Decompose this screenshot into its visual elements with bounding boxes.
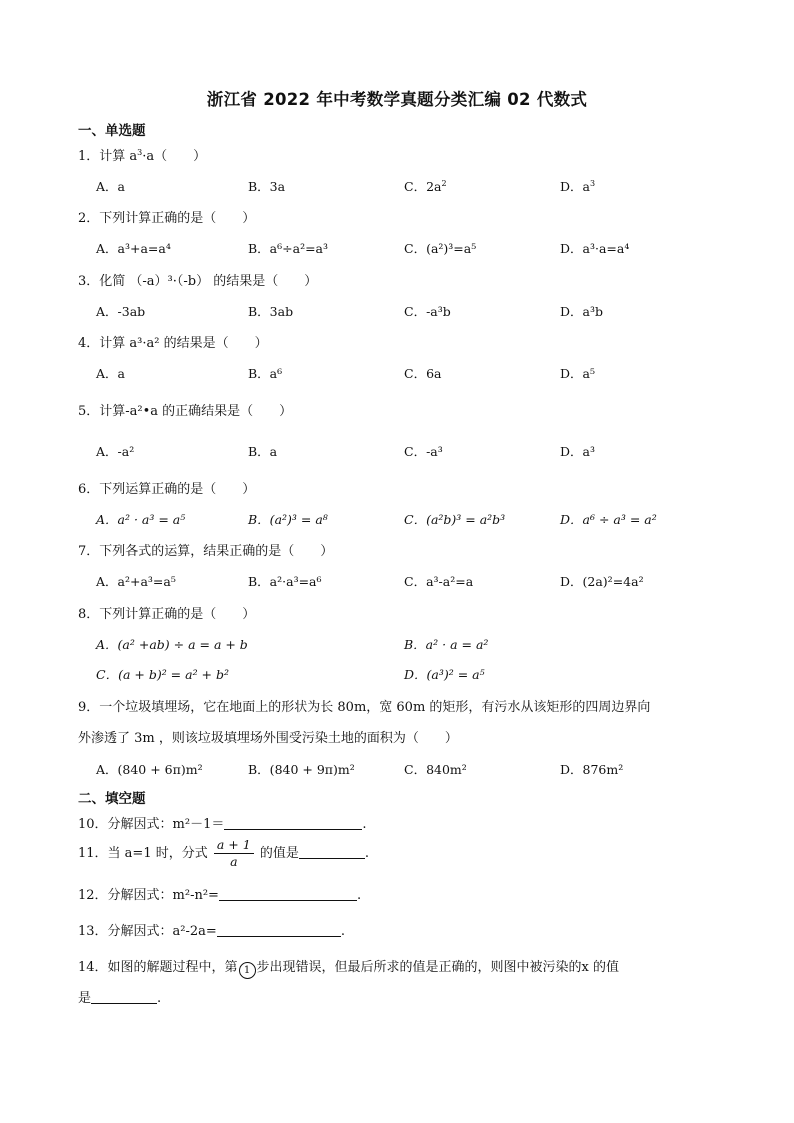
question-8-option-d[interactable]: D．(a³)² = a⁵: [404, 667, 485, 682]
question-1-option-d[interactable]: D．$a^3$: [560, 179, 596, 194]
question-9-option-b[interactable]: B．(840 + 9π)m²: [248, 762, 355, 777]
question-3-stem: 3．化简 （-a）³·（-b） 的结果是（ ）: [78, 274, 318, 289]
question-7-option-c[interactable]: C．a³-a²=a: [404, 574, 474, 589]
question-4-option-d[interactable]: D．a⁵: [560, 366, 595, 381]
question-2-option-a[interactable]: A．a³+a=a⁴: [96, 241, 171, 256]
question-8-option-b[interactable]: B．a² · a = a²: [404, 637, 489, 652]
question-5-stem: 5．计算-a²•a 的正确结果是（ ）: [78, 404, 293, 419]
question-4-stem: 4．计算 a³·a² 的结果是（ ）: [78, 336, 268, 351]
question-1-option-c[interactable]: C．$2a^2$: [404, 179, 447, 194]
question-7-option-b[interactable]: B．a²·a³=a⁶: [248, 574, 322, 589]
question-14-stem-line-2: 是 .: [78, 991, 162, 1006]
question-10-stem: 10．分解因式：m²－1＝: [78, 817, 225, 832]
question-4-option-b[interactable]: B．a⁶: [248, 366, 283, 381]
question-9-option-d[interactable]: D．876m²: [560, 762, 624, 777]
question-2-option-b[interactable]: B．a⁶÷a²=a³: [248, 241, 329, 256]
question-4-option-a[interactable]: A．a: [96, 366, 125, 381]
question-2-option-d[interactable]: D．a³·a=a⁴: [560, 241, 630, 256]
section-heading-fill-blank: 二、填空题: [78, 791, 146, 807]
question-5-option-d[interactable]: D．a³: [560, 444, 595, 459]
question-7-stem: 7．下列各式的运算，结果正确的是（ ）: [78, 544, 334, 559]
answer-blank[interactable]: [219, 887, 357, 901]
question-7-option-a[interactable]: A．a²+a³=a⁵: [96, 574, 176, 589]
question-5-option-b[interactable]: B．a: [248, 444, 278, 459]
question-5-option-c[interactable]: C．-a³: [404, 444, 443, 459]
question-9-stem-line-2: 外渗透了 3m ，则该垃圾填埋场外围受污染土地的面积为（ ）: [78, 731, 458, 746]
circled-number-1: 1: [239, 962, 256, 979]
question-3-option-a[interactable]: A．-3ab: [96, 304, 146, 319]
question-8-option-a[interactable]: A．(a² +ab) ÷ a = a + b: [96, 637, 248, 652]
question-9-stem-line-1: 9．一个垃圾填埋场，它在地面上的形状为长 80m，宽 60m 的矩形，有污水从该矩形的四周边界向: [78, 700, 651, 715]
question-9-option-c[interactable]: C．840m²: [404, 762, 467, 777]
question-10: 10．分解因式：m²－1＝ .: [78, 817, 367, 832]
question-2-option-c[interactable]: C．(a²)³=a⁵: [404, 241, 477, 256]
fraction: $\frac{a + 1}{a}$: [214, 838, 254, 869]
question-3-option-c[interactable]: C．-a³b: [404, 304, 451, 319]
question-6-option-c[interactable]: C．(a²b)³ = a²b³: [404, 512, 506, 527]
question-6-option-b[interactable]: B．(a²)³ = a⁸: [248, 512, 328, 527]
question-2-stem: 2．下列计算正确的是（ ）: [78, 211, 256, 226]
answer-blank[interactable]: [217, 923, 341, 937]
question-5-option-a[interactable]: A．-a²: [96, 444, 135, 459]
question-4-option-c[interactable]: C．6a: [404, 366, 442, 381]
question-1-option-b[interactable]: B．3a: [248, 179, 286, 194]
page-title: 浙江省 2022 年中考数学真题分类汇编 02 代数式: [206, 90, 588, 109]
question-1-option-a[interactable]: A．a: [96, 179, 125, 194]
question-9-option-a[interactable]: A．(840 + 6π)m²: [96, 762, 203, 777]
question-11: 11．当 a=1 时，分式 $\frac{a + 1}{a}$ 的值是 .: [78, 837, 369, 869]
answer-blank[interactable]: [91, 990, 157, 1004]
question-6-option-a[interactable]: A．a² · a³ = a⁵: [96, 512, 186, 527]
question-3-option-d[interactable]: D．a³b: [560, 304, 603, 319]
question-14-stem-line-1: 14．如图的解题过程中，第 1 步出现错误，但最后所求的值是正确的，则图中被污染的x 的值: [78, 956, 619, 979]
question-13: 13．分解因式：a²-2a= .: [78, 924, 345, 939]
question-3-option-b[interactable]: B．3ab: [248, 304, 294, 319]
question-1-stem: 1．计算 $a^3\cdot a$（ ）: [78, 148, 207, 164]
question-6-option-d[interactable]: D．a⁶ ÷ a³ = a²: [560, 512, 657, 527]
question-8-stem: 8．下列计算正确的是（ ）: [78, 607, 256, 622]
answer-blank[interactable]: [299, 845, 365, 859]
question-7-option-d[interactable]: D．(2a)²=4a²: [560, 574, 644, 589]
question-8-option-c[interactable]: C．(a + b)² = a² + b²: [96, 667, 230, 682]
section-heading-single-choice: 一、单选题: [78, 123, 146, 139]
answer-blank[interactable]: [224, 816, 362, 830]
question-12: 12．分解因式：m²-n²= .: [78, 888, 362, 903]
question-6-stem: 6．下列运算正确的是（ ）: [78, 482, 256, 497]
